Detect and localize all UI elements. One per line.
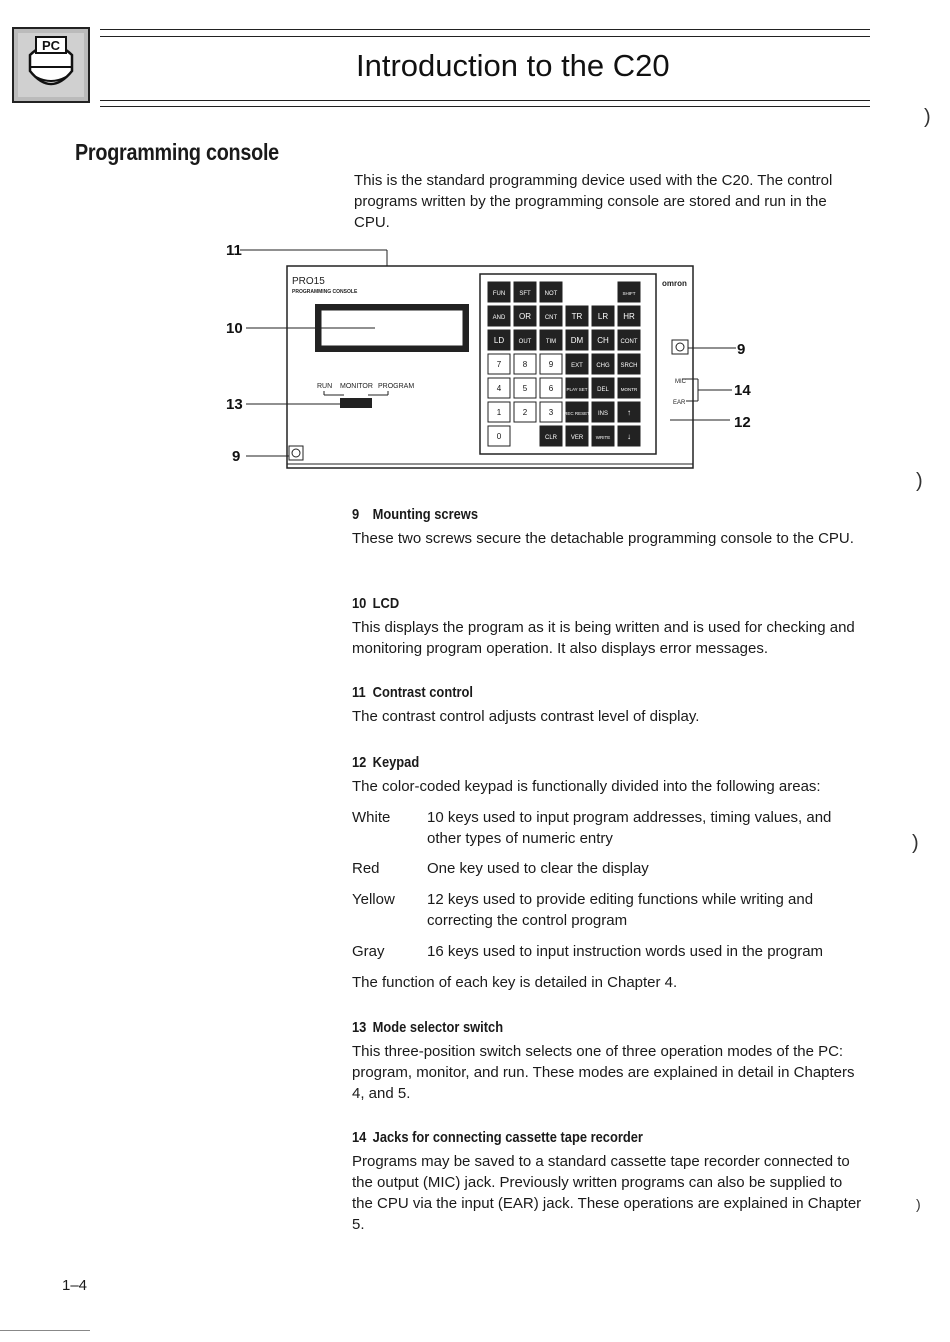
key-label: CH bbox=[597, 336, 609, 345]
item-9-heading: 9 Mounting screws bbox=[352, 506, 479, 523]
omron-brand: omron bbox=[662, 279, 687, 288]
callout-9-right: 9 bbox=[737, 341, 746, 358]
key-label: SFT bbox=[519, 291, 531, 297]
item-13-body: This three-position switch selects one of three operation modes of the PC: program, monitor, and run. These modes are explained in detail in Chapters 4, and 5. bbox=[352, 1043, 855, 1102]
key-label: SHIFT bbox=[622, 291, 636, 296]
key-label: 7 bbox=[496, 360, 502, 369]
key-label: DM bbox=[570, 336, 584, 345]
key-label: CNT bbox=[544, 315, 558, 321]
item-12-body: The color-coded keypad is functionally divided into the following areas: bbox=[352, 778, 821, 795]
key-label: CLR bbox=[544, 435, 558, 441]
key-label: TIM bbox=[545, 339, 557, 345]
item-14-heading: 14 Jacks for connecting cassette tape recorder bbox=[352, 1129, 643, 1146]
callout-14: 14 bbox=[734, 382, 751, 399]
logo-text: PC bbox=[41, 38, 61, 53]
item-10-heading: 10 LCD bbox=[352, 595, 400, 612]
key-label: PLAY SET bbox=[566, 387, 588, 392]
mode-program-label: PROGRAM bbox=[378, 383, 415, 390]
key-label: OUT bbox=[518, 339, 532, 345]
key-label: LD bbox=[493, 336, 505, 345]
item-11-body: The contrast control adjusts contrast level of display. bbox=[352, 708, 700, 725]
mode-selector-switch[interactable] bbox=[340, 398, 372, 408]
key-label: VER bbox=[570, 435, 584, 441]
item-12-after: The function of each key is detailed in Chapter 4. bbox=[352, 974, 678, 991]
page-title: Introduction to the C20 bbox=[356, 48, 670, 83]
key-label: 6 bbox=[548, 384, 554, 393]
section-title: Programming console bbox=[75, 139, 279, 165]
key-label: 3 bbox=[548, 408, 554, 417]
pc-logo bbox=[12, 27, 90, 103]
key-label: CHG bbox=[596, 363, 610, 369]
key-label: FUN bbox=[492, 291, 506, 297]
key-label: 5 bbox=[522, 384, 528, 393]
key-label: DEL bbox=[597, 387, 609, 393]
item-13-heading: 13 Mode selector switch bbox=[352, 1019, 504, 1036]
mode-monitor-label: MONITOR bbox=[340, 383, 373, 390]
mode-run-label: RUN bbox=[317, 383, 333, 390]
key-label: INS bbox=[597, 411, 609, 417]
callout-12: 12 bbox=[734, 414, 751, 431]
key-label: HR bbox=[623, 312, 635, 321]
key-label: REC RESET bbox=[564, 411, 590, 416]
item-11-heading: 11 Contrast control bbox=[352, 684, 473, 701]
page-number: 1–4 bbox=[62, 1277, 88, 1294]
key-label: LR bbox=[597, 312, 609, 321]
key-label: WRITE bbox=[595, 435, 611, 440]
key-label: CONT bbox=[620, 339, 638, 345]
item-9-body: These two screws secure the detachable programming console to the CPU. bbox=[352, 530, 854, 547]
callout-10: 10 bbox=[226, 320, 243, 337]
key-label: ↑ bbox=[627, 408, 631, 417]
key-label: 0 bbox=[496, 432, 502, 441]
key-label: TR bbox=[571, 312, 583, 321]
callout-11: 11 bbox=[226, 242, 242, 259]
key-label: 8 bbox=[522, 360, 528, 369]
intro-paragraph: This is the standard programming device used with the C20. The control programs written by the programming console are stored and run in the CPU. bbox=[354, 172, 833, 231]
item-10-body: This displays the program as it is being written and is used for checking and monitoring program operation. It also displays error messages. bbox=[352, 619, 855, 657]
panel-label: PRO15 bbox=[292, 276, 325, 287]
key-label: 2 bbox=[522, 408, 528, 417]
programming-console-diagram bbox=[220, 238, 760, 474]
callout-9-left: 9 bbox=[232, 448, 241, 465]
key-label: SRCH bbox=[620, 363, 638, 369]
callout-13: 13 bbox=[226, 396, 243, 413]
panel-sublabel: PROGRAMMING CONSOLE bbox=[292, 289, 358, 295]
key-label: EXT bbox=[571, 363, 583, 369]
key-label: AND bbox=[492, 315, 506, 321]
ear-jack-label: EAR bbox=[673, 400, 686, 406]
key-label: 9 bbox=[548, 360, 554, 369]
key-label: 1 bbox=[496, 408, 502, 417]
key-label: NOT bbox=[544, 291, 558, 297]
item-14-body: Programs may be saved to a standard cassette tape recorder connected to the output (MIC) jack. Previously written programs can also be supplied to the CPU via the input (EAR) jack. These operations are explained in Chapter 5. bbox=[352, 1153, 862, 1233]
key-label: ↓ bbox=[627, 432, 631, 441]
key-label: 4 bbox=[496, 384, 502, 393]
mic-jack-label: MIC bbox=[675, 379, 686, 385]
item-12-heading: 12 Keypad bbox=[352, 754, 420, 771]
key-label: MONTR bbox=[620, 387, 638, 392]
key-label: OR bbox=[519, 312, 531, 321]
